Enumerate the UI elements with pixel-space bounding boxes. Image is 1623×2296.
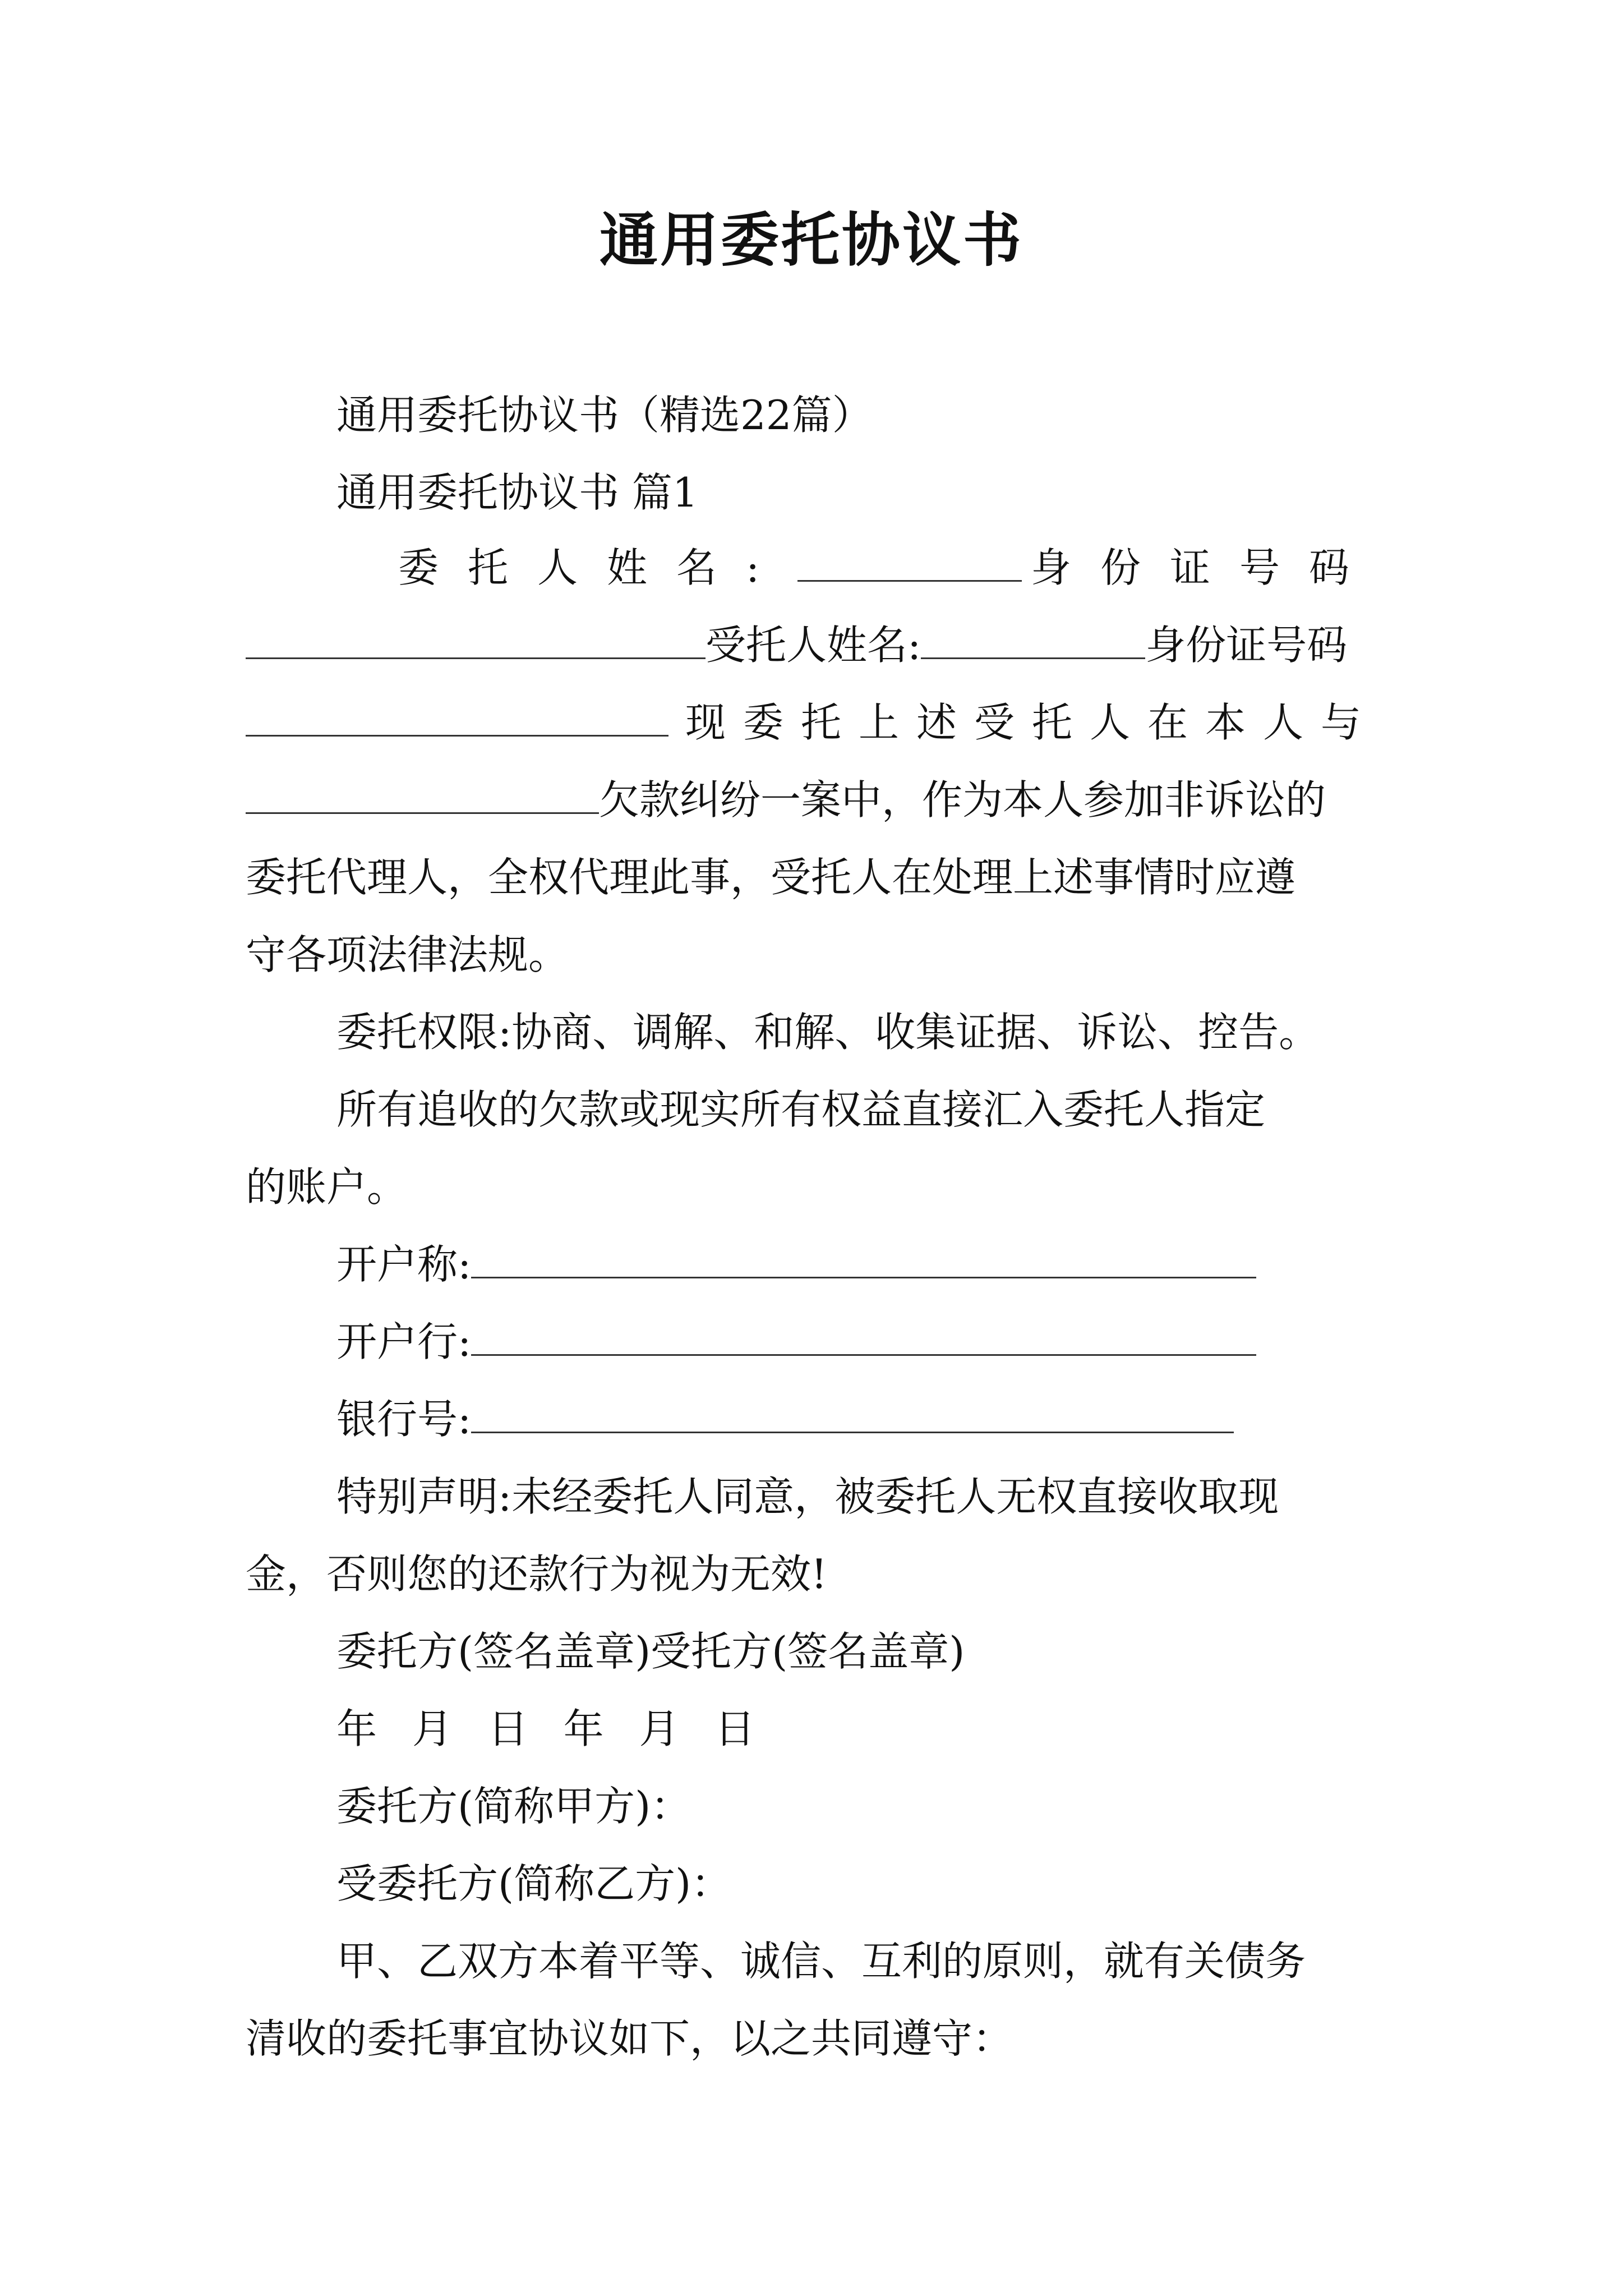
signature-line: 委托方(签名盖章)受托方(签名盖章) xyxy=(336,1628,965,1675)
account-number-label: 银行号: xyxy=(336,1396,472,1443)
account-number-field xyxy=(336,1391,1234,1447)
document-title: 通用委托协议书 xyxy=(599,206,1023,274)
agent-name-blank xyxy=(921,617,1145,659)
agent-id-label: 身份证号码 xyxy=(1145,622,1348,669)
party-b-line: 受委托方(简称乙方)： xyxy=(336,1860,732,1907)
principal-id-blank xyxy=(246,617,706,659)
account-name-field xyxy=(336,1236,1256,1292)
commission-line xyxy=(246,694,1378,751)
statement-line-1: 特别声明:未经委托人同意，被委托人无权直接收取现 xyxy=(336,1473,1279,1520)
closing-line-1: 甲、乙双方本着平等、诚信、互利的原则，就有关债务 xyxy=(336,1938,1306,1985)
principal-name-label: 委托人姓名: xyxy=(398,544,789,591)
document-subtitle: 通用委托协议书（精选22篇） xyxy=(336,392,873,439)
debt-text-1: 欠款纠纷一案中，作为本人参加非诉讼的 xyxy=(599,776,1326,823)
party-a-line: 委托方(简称甲方)： xyxy=(336,1783,691,1830)
closing-line-2: 清收的委托事宜协议如下，以之共同遵守： xyxy=(246,2015,1013,2062)
principal-id-label: 身份证号码 xyxy=(1030,544,1378,591)
authority-line: 委托权限:协商、调解、和解、收集证据、诉讼、控告。 xyxy=(336,1009,1320,1056)
payment-line-2: 的账户。 xyxy=(246,1163,408,1211)
statement-line-2: 金，否则您的还款行为视为无效! xyxy=(246,1550,827,1598)
account-bank-blank xyxy=(471,1314,1256,1356)
account-bank-label: 开户行: xyxy=(336,1318,472,1365)
agent-id-blank xyxy=(246,694,668,737)
principal-line xyxy=(398,540,1378,596)
account-number-blank xyxy=(471,1391,1234,1433)
commission-text: 现委托上述受托人在本人与 xyxy=(685,699,1378,746)
debt-line-3: 守各项法律法规。 xyxy=(246,931,569,978)
agent-line xyxy=(246,617,1347,673)
debt-line-2: 委托代理人，全权代理此事，受托人在处理上述事情时应遵 xyxy=(246,854,1296,901)
debt-line-1 xyxy=(246,772,1326,828)
account-name-label: 开户称: xyxy=(336,1241,472,1288)
counterparty-blank xyxy=(246,772,599,814)
date-line: 年 月 日 年 月 日 xyxy=(336,1705,755,1752)
section-heading: 通用委托协议书 篇1 xyxy=(336,469,698,516)
principal-name-blank xyxy=(797,540,1022,582)
account-bank-field xyxy=(336,1314,1256,1370)
account-name-blank xyxy=(471,1236,1256,1278)
payment-line-1: 所有追收的欠款或现实所有权益直接汇入委托人指定 xyxy=(336,1086,1266,1133)
agent-name-label: 受托人姓名: xyxy=(706,622,921,669)
